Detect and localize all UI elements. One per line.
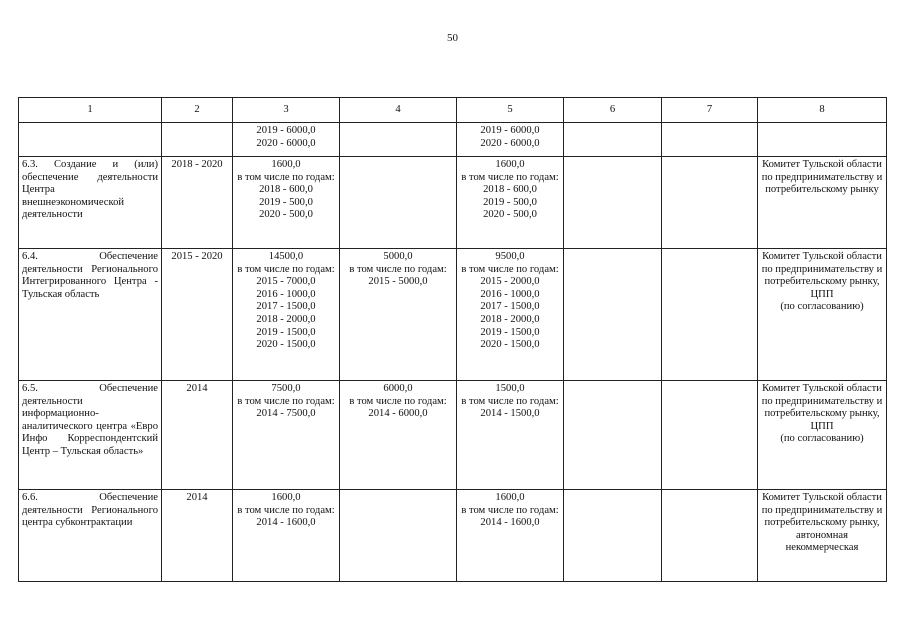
cell-total: 2019 - 6000,0 2020 - 6000,0 — [233, 123, 340, 157]
table-row — [19, 123, 887, 157]
header-col-6: 6 — [564, 98, 662, 123]
cell-total: 1600,0 в том числе по годам: 2014 - 1600,0 — [233, 490, 340, 582]
cell-total: 14500,0 в том числе по годам: 2015 - 7000,0 2016 - 1000,0 2017 - 1500,0 2018 - 2000,0 2019 - 1500,0 2020 - 1500,0 — [233, 249, 340, 381]
cell-period — [162, 123, 233, 157]
header-col-4: 4 — [340, 98, 457, 123]
header-col-1: 1 — [19, 98, 162, 123]
program-table — [18, 97, 887, 582]
cell-activity: 6.3. Создание и (или) обеспечение деятельности Центра внешнеэкономической деятельности — [19, 157, 162, 249]
cell-period: 2015 - 2020 — [162, 249, 233, 381]
cell-federal — [340, 157, 457, 249]
cell-activity — [19, 123, 162, 157]
cell-total: 1600,0 в том числе по годам: 2018 - 600,0 2019 - 500,0 2020 - 500,0 — [233, 157, 340, 249]
cell-col7 — [662, 249, 758, 381]
table-row — [19, 249, 887, 381]
cell-col7 — [662, 123, 758, 157]
cell-responsible: Комитет Тульской области по предпринимательству и потребительскому рынку, ЦПП (по согласованию) — [758, 381, 887, 490]
cell-activity: 6.5. Обеспечение деятельности информационно-аналитического центра «Евро Инфо Корреспондентский Центр – Тульская область» — [19, 381, 162, 490]
cell-activity: 6.4. Обеспечение деятельности Регионального Интегрированного Центра - Тульская область — [19, 249, 162, 381]
header-row — [19, 98, 887, 123]
cell-col6 — [564, 249, 662, 381]
cell-regional: 1500,0 в том числе по годам: 2014 - 1500,0 — [457, 381, 564, 490]
cell-col6 — [564, 157, 662, 249]
cell-col6 — [564, 381, 662, 490]
cell-regional: 1600,0 в том числе по годам: 2014 - 1600,0 — [457, 490, 564, 582]
cell-regional: 2019 - 6000,0 2020 - 6000,0 — [457, 123, 564, 157]
cell-period: 2014 — [162, 381, 233, 490]
header-col-8: 8 — [758, 98, 887, 123]
cell-activity: 6.6. Обеспечение деятельности Регионального центра субконтрактации — [19, 490, 162, 582]
cell-col6 — [564, 490, 662, 582]
header-col-5: 5 — [457, 98, 564, 123]
cell-responsible: Комитет Тульской области по предпринимательству и потребительскому рынку, ЦПП (по согласованию) — [758, 249, 887, 381]
table-row — [19, 381, 887, 490]
header-col-7: 7 — [662, 98, 758, 123]
cell-col7 — [662, 490, 758, 582]
table-row — [19, 490, 887, 582]
cell-federal — [340, 123, 457, 157]
cell-period: 2014 — [162, 490, 233, 582]
table-row — [19, 157, 887, 249]
header-col-2: 2 — [162, 98, 233, 123]
cell-responsible: Комитет Тульской области по предпринимательству и потребительскому рынку — [758, 157, 887, 249]
cell-responsible: Комитет Тульской области по предпринимательству и потребительскому рынку, автономная некоммерческая — [758, 490, 887, 582]
cell-regional: 1600,0 в том числе по годам: 2018 - 600,0 2019 - 500,0 2020 - 500,0 — [457, 157, 564, 249]
cell-col6 — [564, 123, 662, 157]
cell-federal: 5000,0 в том числе по годам: 2015 - 5000,0 — [340, 249, 457, 381]
cell-regional: 9500,0 в том числе по годам: 2015 - 2000,0 2016 - 1000,0 2017 - 1500,0 2018 - 2000,0 2019 - 1500,0 2020 - 1500,0 — [457, 249, 564, 381]
cell-responsible — [758, 123, 887, 157]
cell-federal — [340, 490, 457, 582]
header-col-3: 3 — [233, 98, 340, 123]
page-number: 50 — [447, 32, 458, 44]
cell-total: 7500,0 в том числе по годам: 2014 - 7500,0 — [233, 381, 340, 490]
cell-col7 — [662, 381, 758, 490]
cell-col7 — [662, 157, 758, 249]
cell-period: 2018 - 2020 — [162, 157, 233, 249]
cell-federal: 6000,0 в том числе по годам: 2014 - 6000,0 — [340, 381, 457, 490]
